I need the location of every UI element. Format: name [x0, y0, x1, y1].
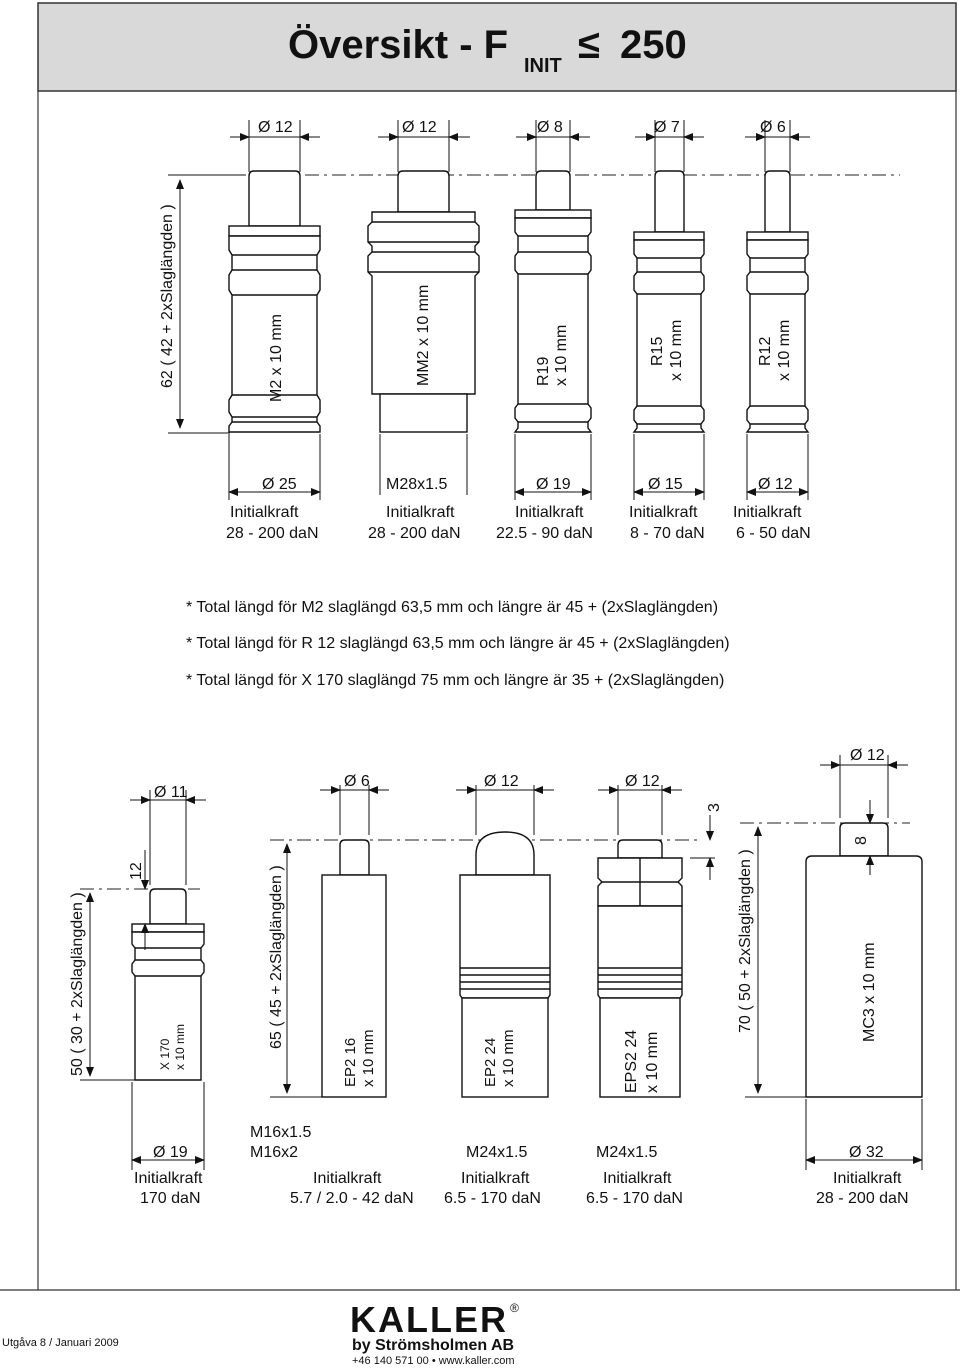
company-name: by Strömsholmen AB: [352, 1337, 515, 1354]
r12-base-diameter: Ø 12: [758, 476, 793, 493]
ep216-thread-2: M16x2: [250, 1144, 299, 1161]
eps224-model-line2: x 10 mm: [644, 1031, 661, 1093]
page-title: Översikt - F: [288, 23, 509, 67]
r12-model-line1: R12: [757, 336, 774, 366]
rod-diameter-m2: Ø 12: [258, 119, 293, 136]
eps224-cylinder: [598, 840, 682, 1097]
note-m2: * Total längd för M2 slaglängd 63,5 mm och längre är 45 + (2xSlaglängden): [186, 599, 719, 616]
x170-model-line2: x 10 mm: [173, 1023, 187, 1070]
note-x170: * Total längd för X 170 slaglängd 75 mm och längre är 35 + (2xSlaglängden): [186, 672, 725, 689]
eps224-force-label: Initialkraft: [603, 1170, 672, 1187]
m2-force-range: 28 - 200 daN: [226, 525, 319, 542]
mc3-force-range: 28 - 200 daN: [816, 1190, 909, 1207]
mm2-thread: M28x1.5: [386, 476, 448, 493]
eps224-force-range: 6.5 - 170 daN: [586, 1190, 683, 1207]
ep224-force-label: Initialkraft: [461, 1170, 530, 1187]
x170-dim-12: 12: [128, 862, 145, 880]
r12-cylinder: [747, 171, 808, 432]
m2-force-label: Initialkraft: [230, 504, 299, 521]
r19-force-range: 22.5 - 90 daN: [496, 525, 593, 542]
eps224-model-line1: EPS2 24: [623, 1029, 640, 1093]
ep224-force-range: 6.5 - 170 daN: [444, 1190, 541, 1207]
mc3-dim-8: 8: [853, 836, 870, 845]
ep216-model-line2: x 10 mm: [360, 1029, 377, 1087]
ep216-thread-1: M16x1.5: [250, 1124, 312, 1141]
r12-force-label: Initialkraft: [733, 504, 802, 521]
mm2-model-name: MM2 x 10 mm: [415, 284, 432, 386]
base-dims-top: [229, 434, 808, 500]
ep224-rod-diameter: Ø 12: [484, 773, 519, 790]
eps224-rod-diameter: Ø 12: [625, 773, 660, 790]
rod-diameter-r19: Ø 8: [537, 119, 563, 136]
r19-cylinder: [515, 171, 591, 432]
rod-diameter-dims-top: [230, 120, 810, 172]
title-subscript: INIT: [524, 55, 562, 77]
ep216-model-line1: EP2 16: [342, 1037, 359, 1087]
title-symbol: ≤: [578, 23, 600, 67]
contact-info: +46 140 571 00 • www.kaller.com: [352, 1355, 515, 1367]
x170-force-range: 170 daN: [140, 1190, 201, 1207]
mc3-force-label: Initialkraft: [833, 1170, 902, 1187]
title-value: 250: [620, 23, 687, 67]
r15-cylinder: [634, 171, 704, 432]
r19-model-line1: R19: [535, 356, 552, 386]
rod-diameter-r12: Ø 6: [760, 119, 786, 136]
m2-base-diameter: Ø 25: [262, 476, 297, 493]
ep216-rod-diameter: Ø 6: [344, 773, 370, 790]
edition-text: Utgåva 8 / Januari 2009: [2, 1337, 119, 1349]
kaller-logo: KALLER: [350, 1299, 508, 1340]
mm2-force-range: 28 - 200 daN: [368, 525, 461, 542]
rod-diameter-r15: Ø 7: [654, 119, 680, 136]
r15-model-line2: x 10 mm: [668, 319, 685, 381]
logo-registered-mark: ®: [510, 1301, 519, 1315]
r19-model-line2: x 10 mm: [553, 324, 570, 386]
x170-length-label: 50 ( 30 + 2xSlaglängden ): [69, 892, 86, 1076]
r19-force-label: Initialkraft: [515, 504, 584, 521]
ep216-force-label: Initialkraft: [313, 1170, 382, 1187]
r12-model-line2: x 10 mm: [776, 319, 793, 381]
ep216-force-range: 5.7 / 2.0 - 42 daN: [290, 1190, 414, 1207]
eps224-dim-3: 3: [706, 803, 723, 812]
r12-force-range: 6 - 50 daN: [736, 525, 811, 542]
note-r12: * Total längd för R 12 slaglängd 63,5 mm och längre är 45 + (2xSlaglängden): [186, 635, 730, 652]
mc3-base-diameter: Ø 32: [849, 1144, 884, 1161]
x170-force-label: Initialkraft: [134, 1170, 203, 1187]
ep224-thread: M24x1.5: [466, 1144, 528, 1161]
length-label-top: 62 ( 42 + 2xSlaglängden ): [159, 204, 176, 388]
mc3-length-label: 70 ( 50 + 2xSlaglängden ): [737, 849, 754, 1033]
r19-base-diameter: Ø 19: [536, 476, 571, 493]
r15-model-line1: R15: [649, 336, 666, 366]
r15-force-label: Initialkraft: [629, 504, 698, 521]
ep224-model-line1: EP2 24: [482, 1037, 499, 1087]
eps224-thread: M24x1.5: [596, 1144, 658, 1161]
x170-base-diameter: Ø 19: [153, 1144, 188, 1161]
x170-rod-diameter: Ø 11: [154, 784, 188, 801]
mc3-rod-diameter: Ø 12: [850, 747, 885, 764]
mm2-force-label: Initialkraft: [386, 504, 455, 521]
x170-model-line1: X 170: [158, 1038, 172, 1070]
mc3-model-name: MC3 x 10 mm: [861, 942, 878, 1042]
m2-model-name: M2 x 10 mm: [268, 313, 285, 402]
r15-base-diameter: Ø 15: [648, 476, 683, 493]
ep-length-label: 65 ( 45 + 2xSlaglängden ): [268, 865, 285, 1049]
ep224-model-line2: x 10 mm: [500, 1029, 517, 1087]
r15-force-range: 8 - 70 daN: [630, 525, 705, 542]
rod-diameter-mm2: Ø 12: [402, 119, 437, 136]
